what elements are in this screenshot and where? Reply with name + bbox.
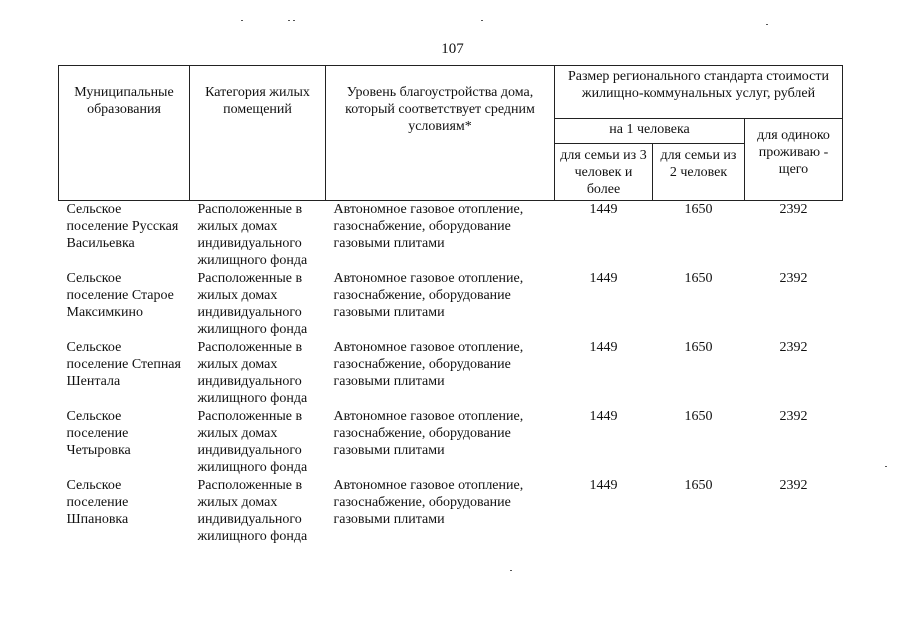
table-row xyxy=(59,270,843,339)
cell-family2: 1650 xyxy=(684,478,713,493)
table-body xyxy=(59,201,843,547)
scan-speck xyxy=(510,570,512,571)
cell-category: Расположенные в жилых домах индивидуального жилищного фонда xyxy=(197,409,308,475)
scan-speck xyxy=(766,24,768,25)
page-number: 107 xyxy=(441,41,464,57)
cell-family3: 1449 xyxy=(589,202,618,217)
table-row xyxy=(59,477,843,546)
cell-municipality: Сельское поселение Старое Максимкино xyxy=(66,271,174,320)
cell-category: Расположенные в жилых домах индивидуального жилищного фонда xyxy=(197,202,308,268)
table-row xyxy=(59,339,843,408)
cell-single: 2392 xyxy=(779,478,808,493)
cell-level: Автономное газовое отопление, газоснабжение, оборудование газовыми плитами xyxy=(333,409,524,458)
header-standard-group: Размер регионального стандарта стоимости жилищно-коммунальных услуг, рублей xyxy=(555,66,843,119)
header-family3: для семьи из 3 человек и более xyxy=(555,144,653,201)
cell-single: 2392 xyxy=(779,340,808,355)
table-header xyxy=(59,66,843,201)
scan-speck xyxy=(885,466,887,467)
header-level: Уровень благоустройства дома, который соответствует средним условиям* xyxy=(326,66,555,201)
cell-category: Расположенные в жилых домах индивидуального жилищного фонда xyxy=(197,478,308,544)
cell-level: Автономное газовое отопление, газоснабжение, оборудование газовыми плитами xyxy=(333,340,524,389)
cell-family2: 1650 xyxy=(684,202,713,217)
cell-family2: 1650 xyxy=(684,340,713,355)
scan-speck xyxy=(288,20,290,21)
table-row xyxy=(59,201,843,271)
housing-standards-table xyxy=(58,65,843,546)
cell-family3: 1449 xyxy=(589,409,618,424)
header-municipality: Муниципальные образования xyxy=(59,66,190,201)
cell-family3: 1449 xyxy=(589,271,618,286)
cell-level: Автономное газовое отопление, газоснабжение, оборудование газовыми плитами xyxy=(333,202,524,251)
scan-speck xyxy=(241,20,243,21)
cell-single: 2392 xyxy=(779,202,808,217)
scan-speck xyxy=(481,20,483,21)
cell-municipality: Сельское поселение Русская Васильевка xyxy=(66,202,179,251)
cell-municipality: Сельское поселение Шпановка xyxy=(66,478,129,527)
cell-single: 2392 xyxy=(779,271,808,286)
header-category: Категория жилых помещений xyxy=(190,66,326,201)
scan-speck xyxy=(293,20,295,21)
cell-level: Автономное газовое отопление, газоснабжение, оборудование газовыми плитами xyxy=(333,271,524,320)
header-family2: для семьи из 2 человек xyxy=(653,144,745,201)
header-single: для одиноко проживаю - щего xyxy=(745,119,843,201)
cell-family2: 1650 xyxy=(684,409,713,424)
cell-single: 2392 xyxy=(779,409,808,424)
header-per-person: на 1 человека xyxy=(555,119,745,144)
cell-family2: 1650 xyxy=(684,271,713,286)
cell-family3: 1449 xyxy=(589,340,618,355)
cell-level: Автономное газовое отопление, газоснабжение, оборудование газовыми плитами xyxy=(333,478,524,527)
cell-family3: 1449 xyxy=(589,478,618,493)
cell-category: Расположенные в жилых домах индивидуального жилищного фонда xyxy=(197,271,308,337)
cell-category: Расположенные в жилых домах индивидуального жилищного фонда xyxy=(197,340,308,406)
cell-municipality: Сельское поселение Четыровка xyxy=(66,409,131,458)
table-row xyxy=(59,408,843,477)
cell-municipality: Сельское поселение Степная Шентала xyxy=(66,340,181,389)
